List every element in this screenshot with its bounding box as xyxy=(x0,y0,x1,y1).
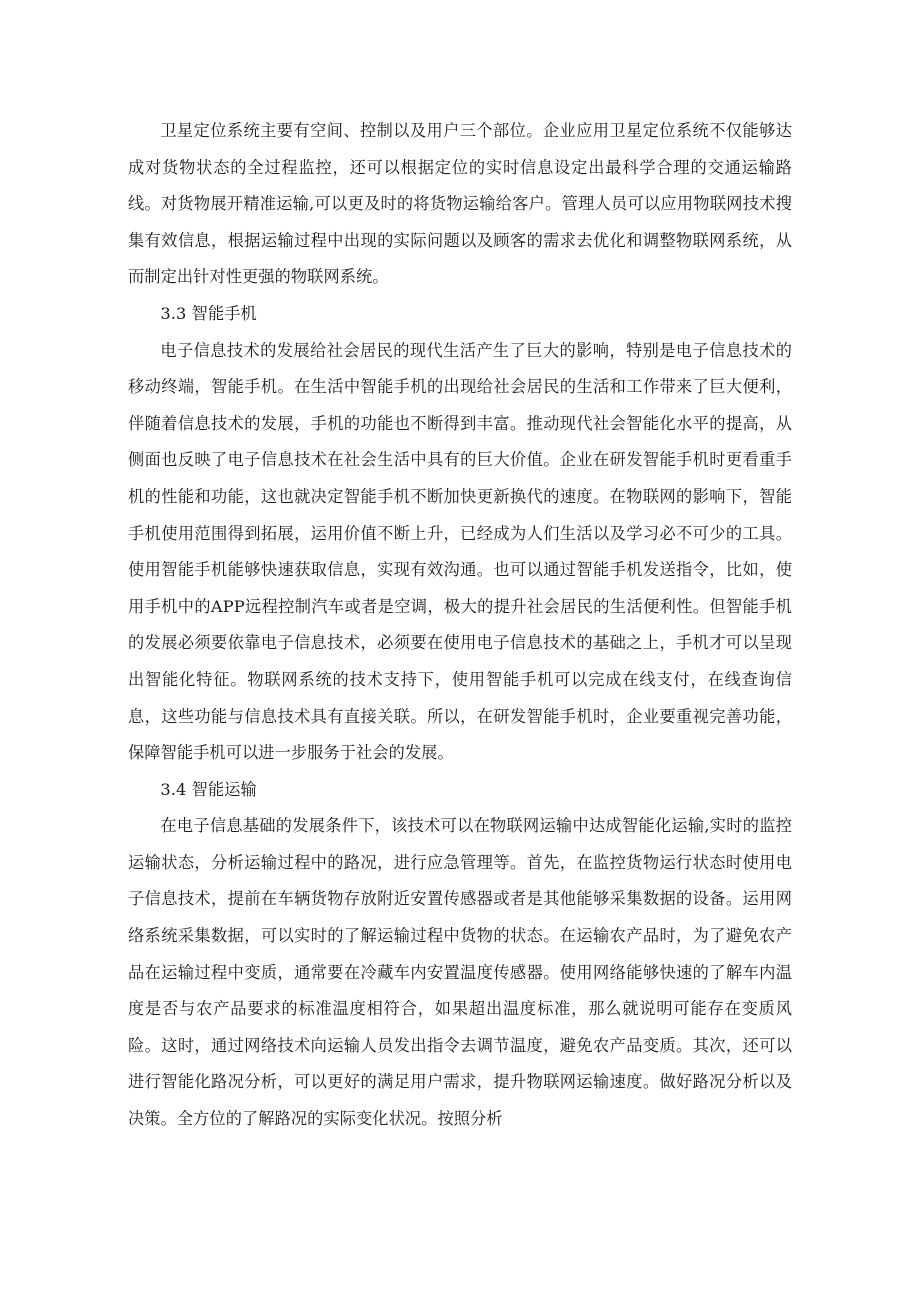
document-body xyxy=(128,113,792,1138)
section-heading-3-3: 3.3 智能手机 xyxy=(160,303,257,323)
paragraph-satellite-positioning: 卫星定位系统主要有空间、控制以及用户三个部位。企业应用卫星定位系统不仅能够达成对货物状态的全过程监控，还可以根据定位的实时信息设定出最科学合理的交通运输路线。对货物展开精准运输,可以更及时的将货物运输给客户。管理人员可以应用物联网技术搜集有效信息，根据运输过程中出现的实际问题以及顾客的需求去优化和调整物联网系统，从而制定出针对性更强的物联网系统。 xyxy=(128,121,792,287)
section-heading-3-4: 3.4 智能运输 xyxy=(160,779,257,799)
paragraph-smart-transport: 在电子信息基础的发展条件下，该技术可以在物联网运输中达成智能化运输,实时的监控运输状态，分析运输过程中的路况，进行应急管理等。首先，在监控货物运行状态时使用电子信息技术，提前在车辆货物存放附近安置传感器或者是其他能够采集数据的设备。运用网络系统采集数据，可以实时的了解运输过程中货物的状态。在运输农产品时，为了避免农产品在运输过程中变质，通常要在冷藏车内安置温度传感器。使用网络能够快速的了解车内温度是否与农产品要求的标准温度相符合，如果超出温度标准，那么就说明可能存在变质风险。这时，通过网络技术向运输人员发出指令去调节温度，避免农产品变质。其次，还可以进行智能化路况分析，可以更好的满足用户需求，提升物联网运输速度。做好路况分析以及决策。全方位的了解路况的实际变化状况。按照分析 xyxy=(128,816,792,1129)
paragraph-smartphone: 电子信息技术的发展给社会居民的现代生活产生了巨大的影响，特别是电子信息技术的移动终端，智能手机。在生活中智能手机的出现给社会居民的生活和工作带来了巨大便利，伴随着信息技术的发展，手机的功能也不断得到丰富。推动现代社会智能化水平的提高，从侧面也反映了电子信息技术在社会生活中具有的巨大价值。企业在研发智能手机时更看重手机的性能和功能，这也就决定智能手机不断加快更新换代的速度。在物联网的影响下，智能手机使用范围得到拓展，运用价值不断上升，已经成为人们生活以及学习必不可少的工具。使用智能手机能够快速获取信息，实现有效沟通。也可以通过智能手机发送指令，比如，使用手机中的APP远程控制汽车或者是空调，极大的提升社会居民的生活便利性。但智能手机的发展必须要依靠电子信息技术，必须要在使用电子信息技术的基础之上，手机才可以呈现出智能化特征。物联网系统的技术支持下，使用智能手机可以完成在线支付，在线查询信息，这些功能与信息技术具有直接关联。所以，在研发智能手机时，企业要重视完善功能，保障智能手机可以进一步服务于社会的发展。 xyxy=(128,340,792,763)
